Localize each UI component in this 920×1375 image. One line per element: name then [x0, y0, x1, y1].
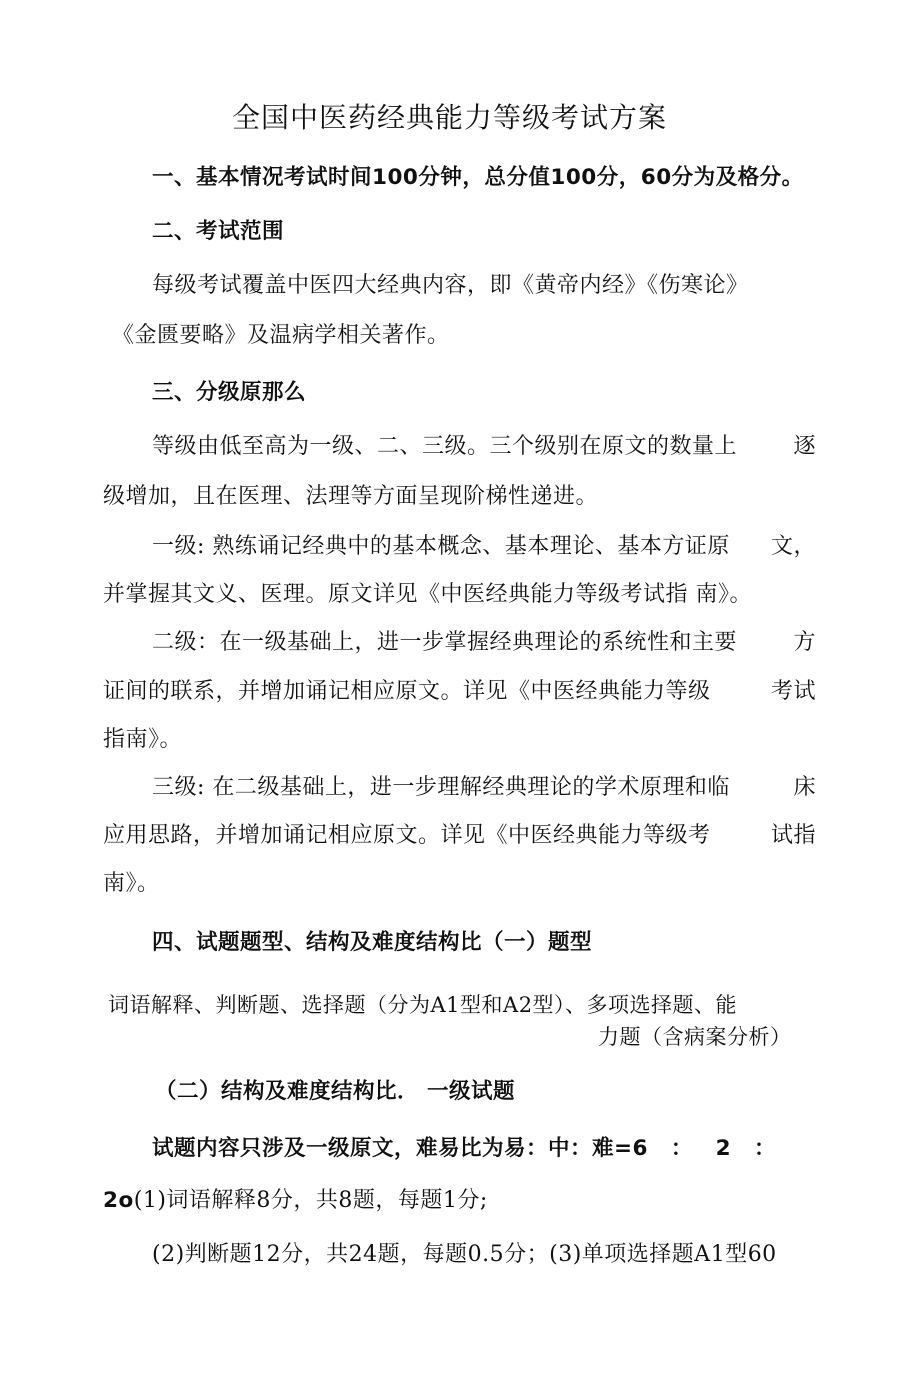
section-scope-heading: 二、考试范围	[152, 219, 285, 244]
level3-paragraph-line-3: 南》。	[103, 871, 160, 896]
level3-text-2-end: 试指	[770, 823, 816, 848]
level3-paragraph-line-1	[152, 773, 816, 803]
level1-exam-line-1	[152, 1134, 776, 1164]
grading-text: 等级由低至高为一级、二、三级。三个级别在原文的数量上	[152, 434, 738, 459]
scope-paragraph-line-2: 《金匮要略》及温病学相关著作。	[112, 323, 450, 348]
level1-exam-line-2	[103, 1186, 488, 1216]
level2-text-end: 方	[793, 630, 816, 655]
level2-paragraph-line-3: 指南》。	[103, 727, 183, 752]
level3-label: 三级: 在二级基础上，进一步理解经典理论的学术原理和临	[152, 775, 730, 800]
section-grading-heading: 三、分级原那么	[152, 380, 307, 405]
level1-exam-text: 试题内容只涉及一级原文，难易比为易：中：难=6	[152, 1136, 648, 1161]
scope-paragraph-line-1: 每级考试覆盖中医四大经典内容，即《黄帝内经》《伤寒论》	[152, 273, 749, 298]
level2-text-2: 证间的联系，并增加诵记相应原文。详见《中医经典能力等级	[103, 679, 711, 704]
level1-label: 一级: 熟练诵记经典中的基本概念、基本理论、基本方证原	[152, 534, 730, 559]
ratio-value: 2	[715, 1136, 732, 1161]
question-types-line-2: 力题（含病案分析）	[598, 1025, 792, 1049]
question-types-line-1: 词语解释、判断题、选择题（分为A1型和A2型）、多项选择题、能	[108, 993, 738, 1017]
level1-paragraph-line-2: 并掌握其文义、医理。原文详见《中医经典能力等级考试指 南》。	[103, 582, 752, 607]
grading-text-end: 逐	[793, 434, 816, 459]
level2-paragraph-line-1	[152, 628, 816, 658]
grading-paragraph-line-2: 级增加，且在医理、法理等方面呈现阶梯性递进。	[103, 484, 599, 509]
section-question-types-heading: 四、试题题型、结构及难度结构比（一）题型	[152, 930, 593, 955]
section-basic-info: 一、基本情况考试时间100分钟，总分值100分，60分为及格分。	[152, 165, 804, 190]
vocab-item: (1)词语解释8分，共8题，每题1分;	[133, 1188, 488, 1213]
level1-paragraph-line-1	[152, 532, 816, 562]
grading-paragraph-line-1	[152, 432, 816, 462]
ratio-colon-2: ：	[753, 1136, 776, 1161]
level2-paragraph-line-2	[103, 677, 816, 707]
ratio-last-value: 2o	[103, 1188, 134, 1213]
level1-exam-line-3: (2)判断题12分，共24题，每题0.5分；(3)单项选择题A1型60	[152, 1242, 777, 1267]
ratio-colon-1: ：	[670, 1136, 693, 1161]
level3-text-end: 床	[793, 775, 816, 800]
document-title: 全国中医药经典能力等级考试方案	[232, 101, 668, 134]
structure-ratio-heading: （二）结构及难度结构比． 一级试题	[155, 1079, 515, 1104]
level2-text-2-end: 考试	[770, 679, 816, 704]
level1-text-end: 文，	[770, 534, 816, 559]
level3-text-2: 应用思路，并增加诵记相应原文。详见《中医经典能力等级考	[103, 823, 711, 848]
level2-text: 二级：在一级基础上，进一步掌握经典理论的系统性和主要	[152, 630, 738, 655]
level3-paragraph-line-2	[103, 821, 816, 851]
